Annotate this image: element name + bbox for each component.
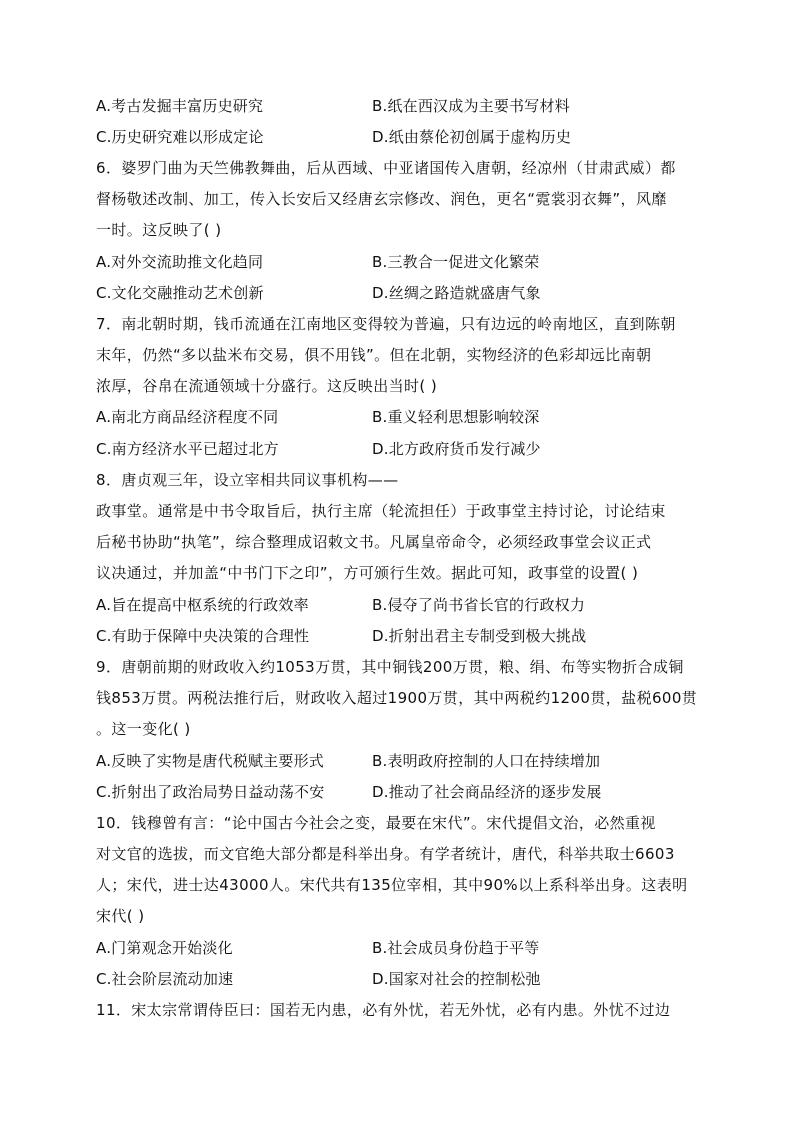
q8-option-c: C.有助于保障中央决策的合理性 — [96, 627, 310, 645]
q10-option-b: B.社会成员身份趋于平等 — [372, 939, 540, 957]
q9-stem-line: 9．唐朝前期的财政收入约1053万贯，其中铜钱200万贯，粮、绢、布等实物折合成铜 — [96, 658, 684, 676]
q6-option-c: C.文化交融推动艺术创新 — [96, 284, 264, 302]
q8-option-b: B.侵夺了尚书省长官的行政权力 — [372, 596, 586, 614]
q8-stem-line: 8．唐贞观三年，设立宰相共同议事机构—— — [96, 471, 399, 489]
q10-stem-line: 10．钱穆曾有言：“论中国古今社会之变，最要在宋代”。宋代提倡文治，必然重视 — [96, 814, 656, 832]
q7-option-a: A.南北方商品经济程度不同 — [96, 408, 279, 426]
q5-option-a: A.考古发掘丰富历史研究 — [96, 97, 264, 115]
q8-option-d: D.折射出君主专制受到极大挑战 — [372, 627, 587, 645]
q7-stem-line: 末年，仍然“多以盐米布交易，俱不用钱”。但在北朝，实物经济的色彩却远比南朝 — [96, 346, 652, 364]
q6-stem-line: 督杨敬述改制、加工，传入长安后又经唐玄宗修改、润色，更名“霓裳羽衣舞”，风靡 — [96, 190, 667, 208]
q10-stem-line: 对文官的选拔，而文官绝大部分都是科举出身。有学者统计，唐代，科举共取士6603 — [96, 845, 675, 863]
q6-option-a: A.对外交流助推文化趋同 — [96, 253, 264, 271]
q10-stem-line: 人；宋代，进士达43000人。宋代共有135位宰相，其中90%以上系科举出身。这表明 — [96, 876, 688, 894]
q9-option-d: D.推动了社会商品经济的逐步发展 — [372, 783, 602, 801]
q5-option-b: B.纸在西汉成为主要书写材料 — [372, 97, 570, 115]
q7-option-d: D.北方政府货币发行减少 — [372, 440, 541, 458]
q8-stem-line: 政事堂。通常是中书令取旨后，执行主席（轮流担任）于政事堂主持讨论，讨论结束 — [96, 502, 666, 520]
q8-stem-line: 后秘书协助“执笔”，综合整理成诏敕文书。凡属皇帝命令，必须经政事堂会议正式 — [96, 533, 652, 551]
q8-stem-line: 议决通过，并加盖“中书门下之印”，方可颁行生效。据此可知，政事堂的设置( ) — [96, 564, 639, 582]
q10-option-d: D.国家对社会的控制松弛 — [372, 970, 541, 988]
q9-option-c: C.折射出了政治局势日益动荡不安 — [96, 783, 325, 801]
q10-option-a: A.门第观念开始淡化 — [96, 939, 233, 957]
q6-option-b: B.三教合一促进文化繁荣 — [372, 253, 540, 271]
q7-option-c: C.南方经济水平已超过北方 — [96, 440, 279, 458]
q5-option-c: C.历史研究难以形成定论 — [96, 128, 264, 146]
q6-stem-line: 6．婆罗门曲为天竺佛教舞曲，后从西域、中亚诸国传入唐朝，经凉州（甘肃武威）都 — [96, 159, 676, 177]
q7-stem-line: 7．南北朝时期，钱币流通在江南地区变得较为普遍，只有边远的岭南地区，直到陈朝 — [96, 315, 676, 333]
q6-option-d: D.丝绸之路造就盛唐气象 — [372, 284, 541, 302]
q5-option-d: D.纸由蔡伦初创属于虚构历史 — [372, 128, 572, 146]
q9-stem-line: 钱853万贯。两税法推行后，财政收入超过1900万贯，其中两税约1200贯，盐税600贯 — [96, 689, 698, 707]
q9-stem-line: 。这一变化( ) — [96, 720, 191, 738]
q7-stem-line: 浓厚，谷帛在流通领域十分盛行。这反映出当时( ) — [96, 377, 438, 395]
q6-stem-line: 一时。这反映了( ) — [96, 221, 222, 239]
q8-option-a: A.旨在提高中枢系统的行政效率 — [96, 596, 309, 614]
q11-stem-line: 11．宋太宗常谓侍臣曰：国若无内患，必有外忧，若无外忧，必有内患。外忧不过边 — [96, 1001, 671, 1019]
q7-option-b: B.重义轻利思想影响较深 — [372, 408, 540, 426]
q9-option-a: A.反映了实物是唐代税赋主要形式 — [96, 752, 324, 770]
q10-stem-line: 宋代( ) — [96, 907, 145, 925]
q9-option-b: B.表明政府控制的人口在持续增加 — [372, 752, 601, 770]
q10-option-c: C.社会阶层流动加速 — [96, 970, 234, 988]
